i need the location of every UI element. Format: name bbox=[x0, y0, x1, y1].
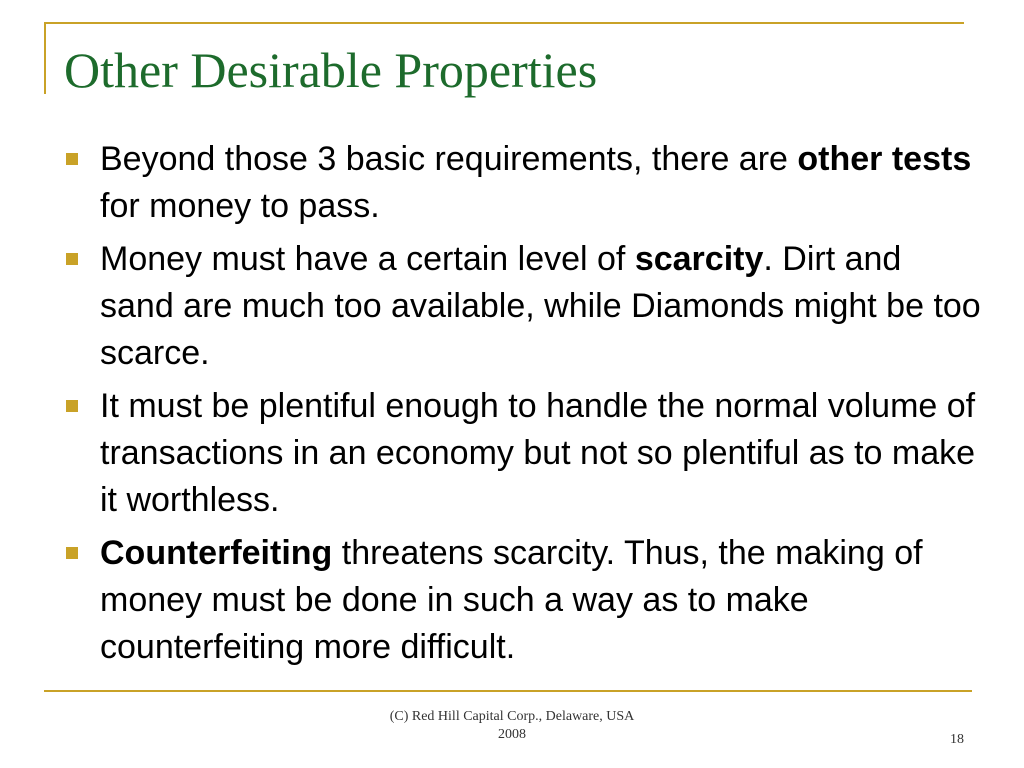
footer-line-1: (C) Red Hill Capital Corp., Delaware, USA bbox=[389, 709, 635, 724]
bullet-text-part: Money must have a certain level of bbox=[100, 240, 635, 278]
square-bullet-icon bbox=[66, 153, 78, 165]
bullet-text-part: Beyond those 3 basic requirements, there are bbox=[100, 140, 798, 178]
bullet-text-part: It must be plentiful enough to handle the normal volume of transactions in an economy but not so plentiful as to make it worthless. bbox=[100, 387, 976, 519]
page-number: 18 bbox=[950, 732, 964, 747]
square-bullet-icon bbox=[66, 547, 78, 559]
bullet-item bbox=[62, 136, 982, 230]
bullet-item bbox=[62, 236, 982, 377]
square-bullet-icon bbox=[66, 400, 78, 412]
bottom-rule bbox=[44, 690, 972, 692]
footer-line-2: 2008 bbox=[498, 727, 526, 742]
bullet-text-bold: scarcity bbox=[634, 240, 764, 278]
bullet-text-bold: other tests bbox=[797, 140, 972, 178]
bullet-text-part: for money to pass. bbox=[100, 187, 380, 225]
bullet-list bbox=[62, 136, 982, 677]
bullet-text-bold: Counterfeiting bbox=[100, 534, 333, 572]
bullet-text-part: threatens scarcity. Thus, the making of money must be done in such a way as to make counterfeiting more difficult. bbox=[100, 534, 923, 666]
bullet-item bbox=[62, 383, 982, 524]
top-rule bbox=[44, 22, 964, 24]
left-rule bbox=[44, 22, 46, 94]
bullet-item bbox=[62, 530, 982, 671]
footer-copyright bbox=[340, 708, 684, 744]
slide-title: Other Desirable Properties bbox=[64, 42, 598, 98]
bullet-text-part: . Dirt and sand are much too available, while Diamonds might be too scarce. bbox=[100, 240, 981, 372]
square-bullet-icon bbox=[66, 253, 78, 265]
